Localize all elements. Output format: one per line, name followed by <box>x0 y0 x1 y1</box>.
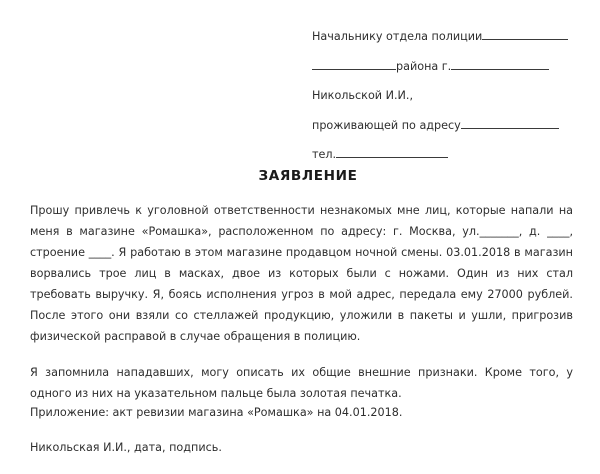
addressee-block <box>312 22 574 170</box>
attachment-line: Приложение: акт ревизии магазина «Ромашка» на 04.01.2018. <box>30 406 403 419</box>
addressee-line-police-chief <box>312 22 574 52</box>
addressee-residence-label: проживающей по адресу <box>312 118 461 132</box>
addressee-line-phone <box>312 140 574 170</box>
addressee-line-applicant-name <box>312 81 574 111</box>
addressee-district-label: района г. <box>396 59 452 73</box>
signature-line: Никольская И.И., дата, подпись. <box>30 441 222 454</box>
body-paragraph-2: Я запомнила нападавших, могу описать их общие внешние признаки. Кроме того, у одного из них на указательном пальце была золотая печатка. <box>30 366 573 400</box>
document-title: ЗАЯВЛЕНИЕ <box>258 168 358 184</box>
document-body <box>30 200 573 404</box>
addressee-line-residence <box>312 111 574 141</box>
addressee-applicant-name: Никольской И.И., <box>312 89 414 102</box>
blank-police-department[interactable] <box>482 30 568 40</box>
blank-district[interactable] <box>312 59 396 69</box>
body-paragraph-1: Прошу привлечь к уголовной ответственности незнакомых мне лиц, которые напали на меня в магазине «Ромашка», расположенном по адресу: г. Москва, ул._______, д. ____, строение ____. Я работаю в этом магазине продавцом ночной смены. 03.01.2018 в магазин ворвались трое лиц в масках, двое из которых были с ножами. Один из них стал требовать выручку. Я, боясь исполнения угроз в мой адрес, передала ему 27000 рублей. После этого они взяли со стеллажей продукцию, уложили в пакеты и ушли, пригрозив физической расправой в случае обращения в полицию. <box>30 204 573 343</box>
addressee-phone-label: тел. <box>312 148 337 161</box>
blank-city[interactable] <box>451 59 549 69</box>
blank-phone-number[interactable] <box>336 148 448 158</box>
addressee-line-district-city <box>312 52 574 82</box>
addressee-police-chief-label: Начальнику отдела полиции <box>312 30 483 43</box>
blank-residence-address[interactable] <box>461 118 559 128</box>
